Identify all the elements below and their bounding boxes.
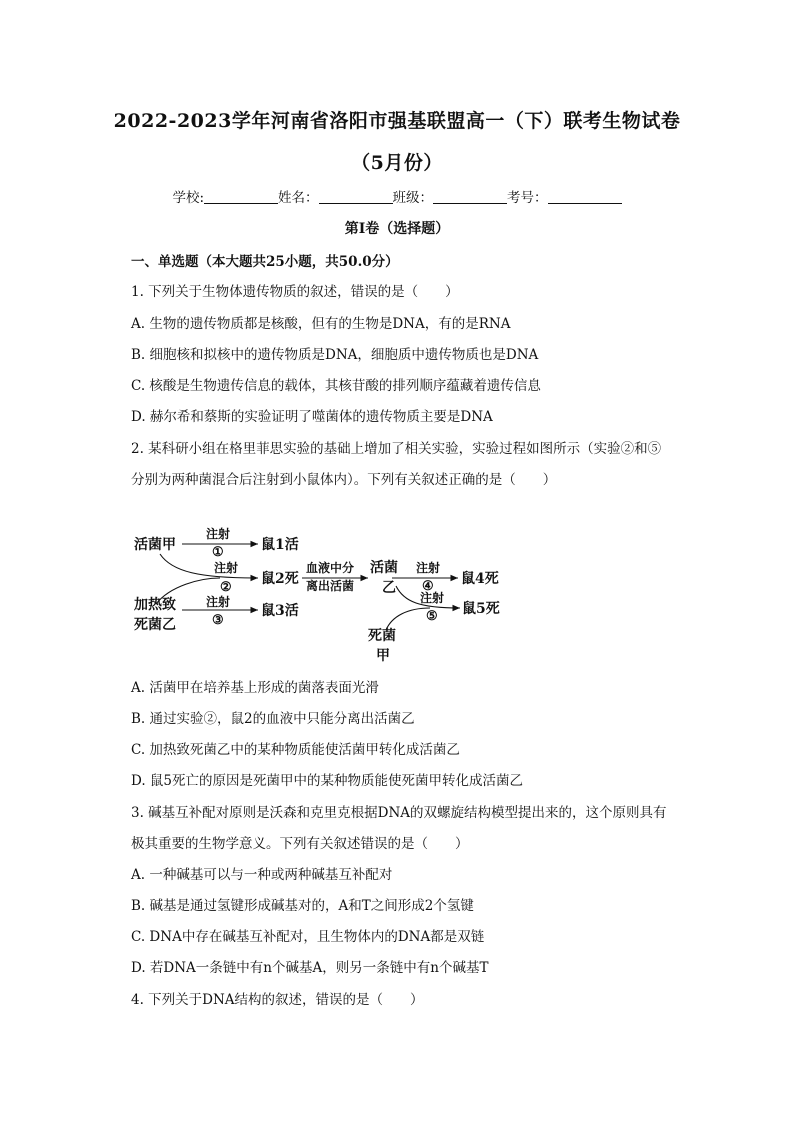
question-2-option-d: D. 鼠5死亡的原因是死菌甲中的某种物质能使死菌甲转化成活菌乙 [131,773,524,789]
question-3-option-c: C. DNA中存在碱基互补配对，且生物体内的DNA都是双链 [131,929,485,945]
question-1-option-b: B. 细胞核和拟核中的遗传物质是DNA，细胞质中遗传物质也是DNA [131,347,539,363]
exam-no-blank[interactable] [548,189,622,204]
class-blank[interactable] [433,189,507,204]
label-heat-killed-b-line2: 死菌乙 [134,617,176,633]
exam-title: 2022-2023学年河南省洛阳市强基联盟高一（下）联考生物试卷 [113,110,681,132]
question-2-option-b: B. 通过实验②，鼠2的血液中只能分离出活菌乙 [131,711,415,727]
arrow-5-from-dead-a [386,608,430,630]
student-info-row [0,186,794,206]
label-heat-killed-b-line1: 加热致 [134,597,176,613]
question-3-stem-line2: 极其重要的生物学意义。下列有关叙述错误的是（ ） [131,836,469,852]
school-blank[interactable] [204,189,278,204]
label-mouse-3: 鼠3活 [261,603,299,619]
label-live-b-line1: 活菌 [370,560,398,576]
name-blank[interactable] [319,189,393,204]
question-1-option-a: A. 生物的遗传物质都是核酸，但有的生物是DNA，有的是RNA [131,316,511,332]
question-1-option-d: D. 赫尔希和蔡斯的实验证明了噬菌体的遗传物质主要是DNA [131,409,493,425]
label-inject-1: 注射 [206,527,231,541]
label-mouse-5: 鼠5死 [462,601,500,617]
griffith-experiment-diagram [120,520,520,670]
arrow-2-from-live-a [160,554,258,578]
label-inject-3: 注射 [206,595,231,609]
question-2-stem-line1: 2. 某科研小组在格里菲思实验的基础上增加了相关实验，实验过程如图所示（实验②和⑤ [131,441,662,457]
question-3-option-a: A. 一种碱基可以与一种或两种碱基互补配对 [131,867,393,883]
label-live-b-line2: 乙 [382,580,396,596]
label-dead-a-line2: 甲 [376,648,390,664]
label-mouse-2: 鼠2死 [261,571,299,587]
label-isolate-line2: 离出活菌 [306,579,355,593]
question-2-option-c: C. 加热致死菌乙中的某种物质能使活菌甲转化成活菌乙 [131,742,460,758]
label-exp-1: ① [212,545,224,560]
name-label: 姓名： [278,190,319,206]
label-exp-2: ② [220,580,232,595]
label-isolate-line1: 血液中分 [306,561,355,575]
section-heading: 一、单选题（本大题共25小题，共50.0分） [131,254,399,270]
label-exp-3: ③ [212,613,224,628]
label-inject-4: 注射 [416,561,441,575]
label-exp-5: ⑤ [426,609,438,624]
label-exp-4: ④ [422,579,434,594]
question-3-option-b: B. 碱基是通过氢键形成碱基对的，A和T之间形成2个氢键 [131,898,474,914]
exam-no-label: 考号： [507,190,548,206]
label-live-a: 活菌甲 [134,537,176,553]
class-label: 班级： [392,190,434,206]
question-2-option-a: A. 活菌甲在培养基上形成的菌落表面光滑 [131,680,379,696]
label-inject-5: 注射 [420,591,445,605]
question-2-stem-line2: 分别为两种菌混合后注射到小鼠体内）。下列有关叙述正确的是（ ） [131,472,557,488]
label-mouse-4: 鼠4死 [461,571,499,587]
label-dead-a-line1: 死菌 [368,628,396,644]
question-3-stem-line1: 3. 碱基互补配对原则是沃森和克里克根据DNA的双螺旋结构模型提出来的，这个原则具有 [131,805,667,821]
question-1-stem: 1. 下列关于生物体遗传物质的叙述，错误的是（ ） [131,284,459,300]
label-mouse-1: 鼠1活 [261,537,299,553]
school-label: 学校: [172,190,205,206]
question-3-option-d: D. 若DNA一条链中有n个碱基A，则另一条链中有n个碱基T [131,960,489,976]
question-4-stem: 4. 下列关于DNA结构的叙述，错误的是（ ） [131,992,424,1008]
question-1-option-c: C. 核酸是生物遗传信息的载体，其核苷酸的排列顺序蕴藏着遗传信息 [131,378,541,394]
label-inject-2: 注射 [214,561,239,575]
part-title: 第I卷（选择题） [344,221,450,237]
exam-subtitle: （5月份） [351,152,443,174]
